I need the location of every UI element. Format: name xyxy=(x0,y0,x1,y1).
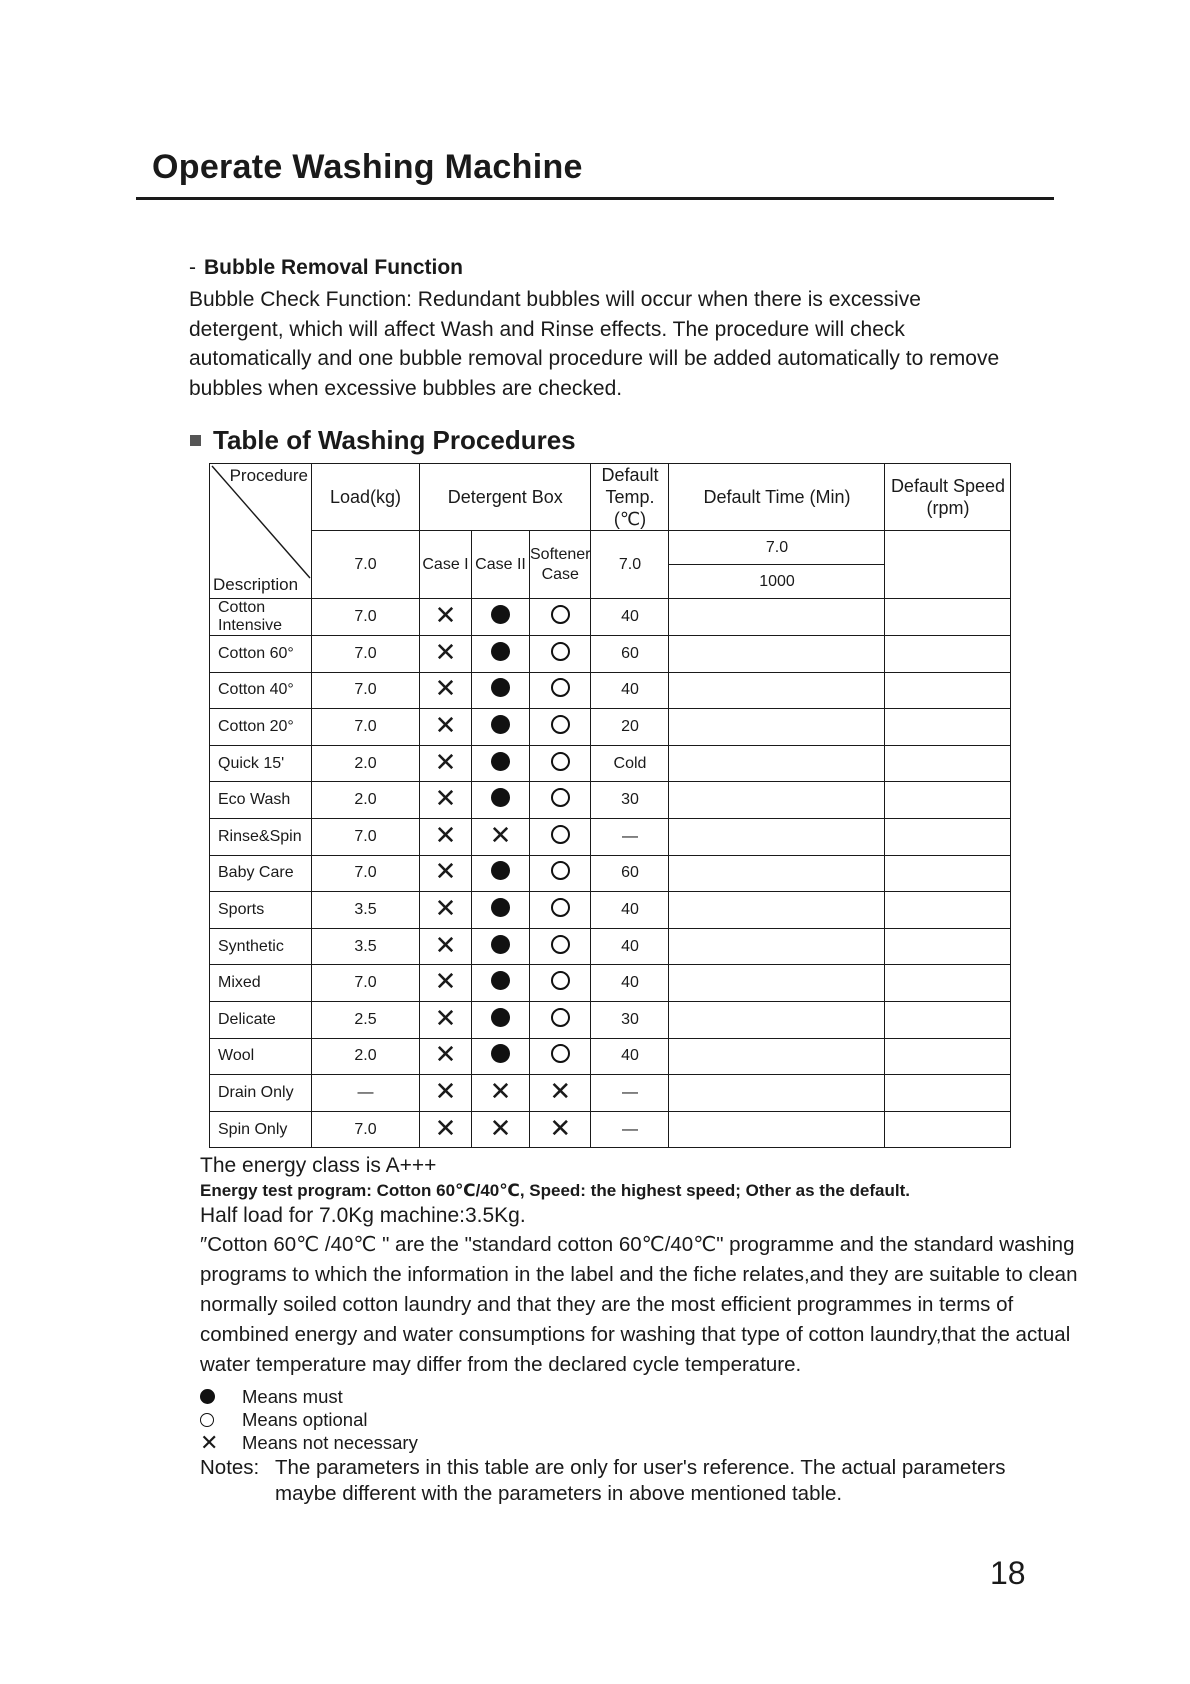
filled-circle-icon xyxy=(491,935,510,954)
energy-class: The energy class is A+++ xyxy=(200,1154,437,1177)
load-cell: 2.5 xyxy=(312,1001,420,1038)
temp-cell: — xyxy=(591,818,669,855)
detergent-c2-cell xyxy=(472,892,530,929)
case-1-header: Case I xyxy=(420,531,472,599)
speed-cell xyxy=(885,965,1011,1002)
temp-cell: 30 xyxy=(591,782,669,819)
speed-cell xyxy=(885,1111,1011,1148)
speed-cell xyxy=(885,892,1011,929)
program-name: Rinse&Spin xyxy=(210,818,312,855)
hollow-circle-icon xyxy=(551,1008,570,1027)
detergent-c3-cell xyxy=(530,855,591,892)
cross-icon: ✕ xyxy=(434,673,457,704)
legend-must-label: Means must xyxy=(242,1385,343,1407)
filled-circle-icon xyxy=(491,752,510,771)
program-name: Spin Only xyxy=(210,1111,312,1148)
detergent-c3-cell xyxy=(530,745,591,782)
filled-circle-icon xyxy=(491,605,510,624)
page-title: Operate Washing Machine xyxy=(152,148,583,186)
temp-cell: 20 xyxy=(591,709,669,746)
softener-case-header: Softener Case xyxy=(530,531,591,599)
temp-cell: 40 xyxy=(591,599,669,636)
speed-cell xyxy=(885,818,1011,855)
speed-cell xyxy=(885,855,1011,892)
detergent-c1-cell xyxy=(420,709,472,746)
program-name: Quick 15' xyxy=(210,745,312,782)
time-cell xyxy=(669,818,885,855)
temp-cell: 40 xyxy=(591,1038,669,1075)
legend-must xyxy=(200,1385,418,1408)
load-cell: 7.0 xyxy=(312,636,420,673)
legend-not-necessary xyxy=(200,1431,418,1454)
table-row xyxy=(210,818,1011,855)
hollow-circle-icon xyxy=(200,1413,214,1427)
table-row xyxy=(210,1075,1011,1112)
temp-cell: — xyxy=(591,1111,669,1148)
time-value: 7.0 xyxy=(669,531,884,565)
program-name: Drain Only xyxy=(210,1075,312,1112)
title-divider xyxy=(136,197,1054,200)
temp-cell: — xyxy=(591,1075,669,1112)
time-cell xyxy=(669,928,885,965)
table-row xyxy=(210,599,1011,636)
detergent-c3-cell xyxy=(530,709,591,746)
load-cell: 2.0 xyxy=(312,745,420,782)
detergent-c1-cell xyxy=(420,599,472,636)
filled-circle-icon xyxy=(491,642,510,661)
cross-icon: ✕ xyxy=(434,1075,457,1106)
detergent-c2-cell xyxy=(472,1111,530,1148)
cross-icon: ✕ xyxy=(549,1075,572,1106)
filled-circle-icon xyxy=(491,715,510,734)
cross-icon: ✕ xyxy=(434,819,457,850)
page-number: 18 xyxy=(990,1555,1026,1591)
cross-icon: ✕ xyxy=(549,1112,572,1143)
table-row xyxy=(210,1111,1011,1148)
footnote-label: Notes: xyxy=(200,1456,260,1479)
detergent-c2-cell xyxy=(472,709,530,746)
heading-dash: - xyxy=(189,256,196,279)
detergent-c2-cell xyxy=(472,1038,530,1075)
hollow-circle-icon xyxy=(551,605,570,624)
legend-not-necessary-label: Means not necessary xyxy=(242,1431,418,1453)
default-time-header: Default Time (Min) xyxy=(669,464,885,531)
cross-icon: ✕ xyxy=(434,1112,457,1143)
detergent-c2-cell xyxy=(472,599,530,636)
bubble-heading-text: Bubble Removal Function xyxy=(204,256,464,279)
half-load: Half load for 7.0Kg machine:3.5Kg. xyxy=(200,1204,526,1227)
program-name: Mixed xyxy=(210,965,312,1002)
square-bullet-icon xyxy=(190,435,201,446)
hollow-circle-icon xyxy=(551,898,570,917)
load-cell: 7.0 xyxy=(312,818,420,855)
bubble-heading xyxy=(189,256,463,280)
time-cell xyxy=(669,1111,885,1148)
detergent-c1-cell xyxy=(420,928,472,965)
temp-cell: 60 xyxy=(591,855,669,892)
load-cell: 3.5 xyxy=(312,892,420,929)
load-value: 7.0 xyxy=(312,531,420,599)
table-row xyxy=(210,1038,1011,1075)
time-cell xyxy=(669,636,885,673)
table-row xyxy=(210,636,1011,673)
temp-value: 7.0 xyxy=(591,531,669,599)
temp-cell: 40 xyxy=(591,672,669,709)
program-name: Wool xyxy=(210,1038,312,1075)
detergent-c1-cell xyxy=(420,855,472,892)
cross-icon: ✕ xyxy=(200,1429,219,1455)
time-split-cell xyxy=(669,531,885,599)
hollow-circle-icon xyxy=(551,935,570,954)
speed-cell xyxy=(885,1038,1011,1075)
time-cell xyxy=(669,855,885,892)
hollow-circle-icon xyxy=(551,642,570,661)
load-cell: 7.0 xyxy=(312,709,420,746)
detergent-c3-cell xyxy=(530,1111,591,1148)
cross-icon: ✕ xyxy=(434,600,457,630)
hollow-circle-icon xyxy=(551,715,570,734)
filled-circle-icon xyxy=(491,1044,510,1063)
detergent-c2-cell xyxy=(472,855,530,892)
table-row xyxy=(210,855,1011,892)
speed-empty-cell xyxy=(885,531,1011,599)
program-name: Eco Wash xyxy=(210,782,312,819)
temp-cell: 40 xyxy=(591,928,669,965)
speed-cell xyxy=(885,672,1011,709)
temp-cell: 60 xyxy=(591,636,669,673)
hollow-circle-icon xyxy=(551,825,570,844)
program-name: Cotton 20° xyxy=(210,709,312,746)
procedure-label: Procedure xyxy=(229,466,308,485)
detergent-c3-cell xyxy=(530,965,591,1002)
speed-cell xyxy=(885,636,1011,673)
cross-icon: ✕ xyxy=(489,819,512,850)
detergent-c1-cell xyxy=(420,1038,472,1075)
load-cell: 7.0 xyxy=(312,855,420,892)
default-speed-header: Default Speed (rpm) xyxy=(885,464,1011,531)
load-cell: 3.5 xyxy=(312,928,420,965)
speed-cell xyxy=(885,709,1011,746)
detergent-c2-cell xyxy=(472,965,530,1002)
case-2-header: Case II xyxy=(472,531,530,599)
load-cell: 7.0 xyxy=(312,599,420,636)
speed-cell xyxy=(885,928,1011,965)
hollow-circle-icon xyxy=(551,678,570,697)
filled-circle-icon xyxy=(491,861,510,880)
table-title-text: Table of Washing Procedures xyxy=(213,425,576,455)
time-cell xyxy=(669,892,885,929)
program-name: Synthetic xyxy=(210,928,312,965)
footnote-text: The parameters in this table are only for user's reference. The actual parameters maybe different with the parameters in above mentioned table. xyxy=(275,1456,1006,1505)
detergent-c3-cell xyxy=(530,1038,591,1075)
program-name: Cotton 60° xyxy=(210,636,312,673)
detergent-c1-cell xyxy=(420,672,472,709)
load-cell: — xyxy=(312,1075,420,1112)
table-title xyxy=(190,425,576,456)
load-cell: 2.0 xyxy=(312,782,420,819)
detergent-c3-cell xyxy=(530,818,591,855)
table-body xyxy=(210,599,1011,1148)
program-name: Sports xyxy=(210,892,312,929)
time-cell xyxy=(669,1001,885,1038)
detergent-c3-cell xyxy=(530,1075,591,1112)
table-row xyxy=(210,672,1011,709)
standard-cotton-note: ″Cotton 60℃ /40℃ " are the "standard cotton 60℃/40℃" programme and the standard washing programs to which the information in the label and the fiche relates,and they are suitable to clean normally soiled cotton laundry and that they are the most efficient programmes in terms of combined energy and water consumptions for washing that type of cotton laundry,that the actual water temperature may differ from the declared cycle temperature. xyxy=(200,1233,1078,1376)
detergent-c2-cell xyxy=(472,818,530,855)
time-cell xyxy=(669,709,885,746)
time-cell xyxy=(669,599,885,636)
detergent-c1-cell xyxy=(420,818,472,855)
cross-icon: ✕ xyxy=(434,709,457,740)
cross-icon: ✕ xyxy=(434,856,457,887)
legend-optional-label: Means optional xyxy=(242,1408,368,1430)
detergent-c2-cell xyxy=(472,672,530,709)
detergent-c3-cell xyxy=(530,1001,591,1038)
detergent-c3-cell xyxy=(530,636,591,673)
cross-icon: ✕ xyxy=(434,746,457,777)
detergent-c3-cell xyxy=(530,672,591,709)
detergent-c3-cell xyxy=(530,599,591,636)
program-name: Delicate xyxy=(210,1001,312,1038)
temp-cell: 30 xyxy=(591,1001,669,1038)
temp-cell: 40 xyxy=(591,965,669,1002)
filled-circle-icon xyxy=(491,678,510,697)
program-name: Cotton Intensive xyxy=(210,599,312,636)
time-cell xyxy=(669,745,885,782)
time-cell xyxy=(669,782,885,819)
table-row xyxy=(210,745,1011,782)
cross-icon: ✕ xyxy=(489,1112,512,1143)
hollow-circle-icon xyxy=(551,861,570,880)
filled-circle-icon xyxy=(491,1008,510,1027)
speed-cell xyxy=(885,782,1011,819)
bubble-paragraph: Bubble Check Function: Redundant bubbles will occur when there is excessive detergent, which will affect Wash and Rinse effects. The procedure will check automatically and one bubble removal procedure will be added automatically to remove bubbles when excessive bubbles are checked. xyxy=(189,288,1000,400)
speed-cell xyxy=(885,599,1011,636)
detergent-c1-cell xyxy=(420,892,472,929)
detergent-c1-cell xyxy=(420,1075,472,1112)
detergent-box-header: Detergent Box xyxy=(420,464,591,531)
hollow-circle-icon xyxy=(551,788,570,807)
time-cell xyxy=(669,965,885,1002)
procedures-table xyxy=(209,463,1011,1148)
hollow-circle-icon xyxy=(551,971,570,990)
default-temp-header: Default Temp.(℃) xyxy=(591,464,669,531)
detergent-c1-cell xyxy=(420,965,472,1002)
speed-cell xyxy=(885,1075,1011,1112)
detergent-c1-cell xyxy=(420,745,472,782)
filled-circle-icon xyxy=(491,788,510,807)
table-row xyxy=(210,892,1011,929)
load-cell: 7.0 xyxy=(312,672,420,709)
hollow-circle-icon xyxy=(551,752,570,771)
cross-icon: ✕ xyxy=(434,1002,457,1033)
detergent-c2-cell xyxy=(472,636,530,673)
energy-test-program: Energy test program: Cotton 60℃/40℃, Speed: the highest speed; Other as the default. xyxy=(200,1181,910,1200)
speed-cell xyxy=(885,745,1011,782)
cross-icon: ✕ xyxy=(489,1075,512,1106)
filled-circle-icon xyxy=(491,971,510,990)
program-name: Baby Care xyxy=(210,855,312,892)
detergent-c3-cell xyxy=(530,892,591,929)
cross-icon: ✕ xyxy=(434,783,457,814)
cross-icon: ✕ xyxy=(434,892,457,923)
detergent-c2-cell xyxy=(472,745,530,782)
load-cell: 7.0 xyxy=(312,1111,420,1148)
time-value-2: 1000 xyxy=(759,572,795,590)
detergent-c1-cell xyxy=(420,782,472,819)
load-header: Load(kg) xyxy=(312,464,420,531)
temp-cell: 40 xyxy=(591,892,669,929)
table-row xyxy=(210,782,1011,819)
cross-icon: ✕ xyxy=(434,1039,457,1070)
detergent-c2-cell xyxy=(472,1075,530,1112)
load-cell: 7.0 xyxy=(312,965,420,1002)
detergent-c2-cell xyxy=(472,782,530,819)
time-cell xyxy=(669,1038,885,1075)
detergent-c1-cell xyxy=(420,1111,472,1148)
time-cell xyxy=(669,1075,885,1112)
filled-circle-icon xyxy=(200,1389,215,1404)
description-label: Description xyxy=(213,575,299,594)
table-row xyxy=(210,1001,1011,1038)
cross-icon: ✕ xyxy=(434,636,457,667)
table-row xyxy=(210,709,1011,746)
detergent-c1-cell xyxy=(420,636,472,673)
detergent-c3-cell xyxy=(530,928,591,965)
notes-block xyxy=(200,1152,1080,1380)
detergent-c1-cell xyxy=(420,1001,472,1038)
temp-cell: Cold xyxy=(591,745,669,782)
table-row xyxy=(210,928,1011,965)
filled-circle-icon xyxy=(491,898,510,917)
time-cell xyxy=(669,672,885,709)
procedure-description-header xyxy=(210,464,312,599)
load-cell: 2.0 xyxy=(312,1038,420,1075)
detergent-c2-cell xyxy=(472,1001,530,1038)
hollow-circle-icon xyxy=(551,1044,570,1063)
legend-optional xyxy=(200,1408,418,1431)
cross-icon: ✕ xyxy=(434,929,457,960)
detergent-c2-cell xyxy=(472,928,530,965)
speed-cell xyxy=(885,1001,1011,1038)
program-name: Cotton 40° xyxy=(210,672,312,709)
detergent-c3-cell xyxy=(530,782,591,819)
symbol-legend xyxy=(200,1385,418,1454)
cross-icon: ✕ xyxy=(434,966,457,997)
table-row xyxy=(210,965,1011,1002)
